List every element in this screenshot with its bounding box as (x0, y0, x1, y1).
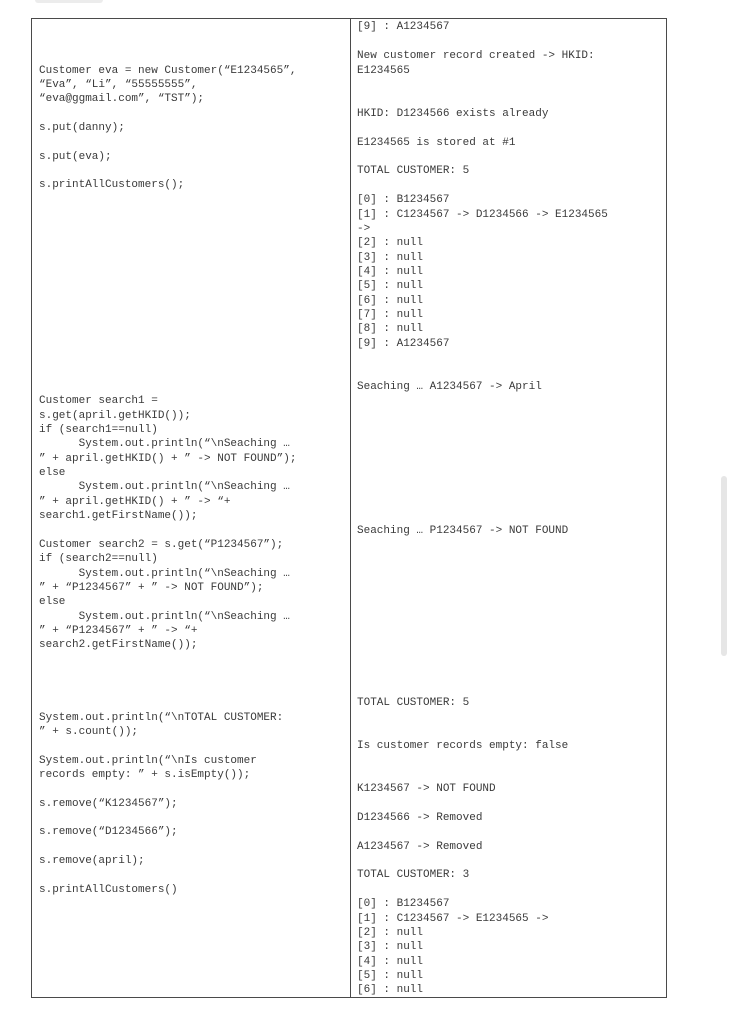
code-line: s.put(eva); (39, 151, 112, 163)
output-line: E1234565 is stored at #1 (357, 137, 516, 149)
code-line: ” + s.count()); (39, 726, 139, 738)
output-line: HKID: D1234566 exists already (357, 108, 549, 120)
output-line: [2] : null (357, 237, 424, 249)
code-line: System.out.println(“\nSeaching … (39, 611, 290, 623)
output-line: [3] : null (357, 941, 424, 953)
output-line: TOTAL CUSTOMER: 5 (357, 165, 470, 177)
output-line: Seaching … P1234567 -> NOT FOUND (357, 525, 569, 537)
code-line: ” + “P1234567” + ” -> “+ (39, 625, 198, 637)
output-line: [2] : null (357, 927, 424, 939)
output-line: [9] : A1234567 (357, 338, 450, 350)
code-line: s.remove(“D1234566”); (39, 826, 178, 838)
code-line: search2.getFirstName()); (39, 639, 198, 651)
output-line: [1] : C1234567 -> E1234565 -> (357, 913, 549, 925)
code-line: if (search2==null) (39, 553, 158, 565)
output-line: New customer record created -> HKID: (357, 50, 595, 62)
code-line: s.put(danny); (39, 122, 125, 134)
code-line: Customer search1 = (39, 395, 158, 407)
output-line: [3] : null (357, 252, 424, 264)
output-line: [1] : C1234567 -> D1234566 -> E1234565 (357, 209, 608, 221)
output-line: Seaching … A1234567 -> April (357, 381, 542, 393)
output-line: [4] : null (357, 956, 424, 968)
code-line: s.get(april.getHKID()); (39, 410, 191, 422)
output-line: [0] : B1234567 (357, 898, 450, 910)
column-divider (350, 19, 351, 997)
code-line: System.out.println(“\nSeaching … (39, 438, 290, 450)
output-line: TOTAL CUSTOMER: 3 (357, 869, 470, 881)
output-line: E1234565 (357, 65, 410, 77)
output-line: D1234566 -> Removed (357, 812, 483, 824)
output-line: [9] : A1234567 (357, 21, 450, 33)
output-line: [8] : null (357, 323, 424, 335)
code-line: System.out.println(“\nSeaching … (39, 568, 290, 580)
output-line: K1234567 -> NOT FOUND (357, 783, 496, 795)
code-line: “Eva”, “Li”, “55555555”, (39, 79, 198, 91)
output-line: [6] : null (357, 295, 424, 307)
code-line: ” + april.getHKID() + ” -> NOT FOUND”); (39, 453, 297, 465)
code-line: if (search1==null) (39, 424, 158, 436)
output-line: Is customer records empty: false (357, 740, 569, 752)
output-line: [4] : null (357, 266, 424, 278)
code-line: s.printAllCustomers(); (39, 179, 185, 191)
output-line: [7] : null (357, 309, 424, 321)
code-line: else (39, 467, 66, 479)
code-line: s.remove(“K1234567”); (39, 798, 178, 810)
output-line: A1234567 -> Removed (357, 841, 483, 853)
output-line: -> (357, 223, 371, 235)
code-line: ” + april.getHKID() + ” -> “+ (39, 496, 231, 508)
code-line: records empty: ” + s.isEmpty()); (39, 769, 251, 781)
code-line: System.out.println(“\nTOTAL CUSTOMER: (39, 712, 284, 724)
code-line: else (39, 596, 66, 608)
output-line: [6] : null (357, 984, 424, 996)
output-line: TOTAL CUSTOMER: 5 (357, 697, 470, 709)
code-line: s.printAllCustomers() (39, 884, 178, 896)
output-line: [5] : null (357, 970, 424, 982)
code-line: search1.getFirstName()); (39, 510, 198, 522)
code-line: System.out.println(“\nIs customer (39, 755, 257, 767)
code-line: System.out.println(“\nSeaching … (39, 481, 290, 493)
code-line: s.remove(april); (39, 855, 145, 867)
output-line: [0] : B1234567 (357, 194, 450, 206)
code-line: Customer eva = new Customer(“E1234565”, (39, 65, 297, 77)
code-output-table (31, 18, 667, 998)
vertical-scrollbar[interactable] (721, 476, 727, 656)
output-line: [5] : null (357, 280, 424, 292)
code-line: ” + “P1234567” + ” -> NOT FOUND”); (39, 582, 264, 594)
top-tab-edge (35, 0, 103, 3)
code-line: Customer search2 = s.get(“P1234567”); (39, 539, 284, 551)
code-line: “eva@ggmail.com”, “TST”); (39, 93, 205, 105)
